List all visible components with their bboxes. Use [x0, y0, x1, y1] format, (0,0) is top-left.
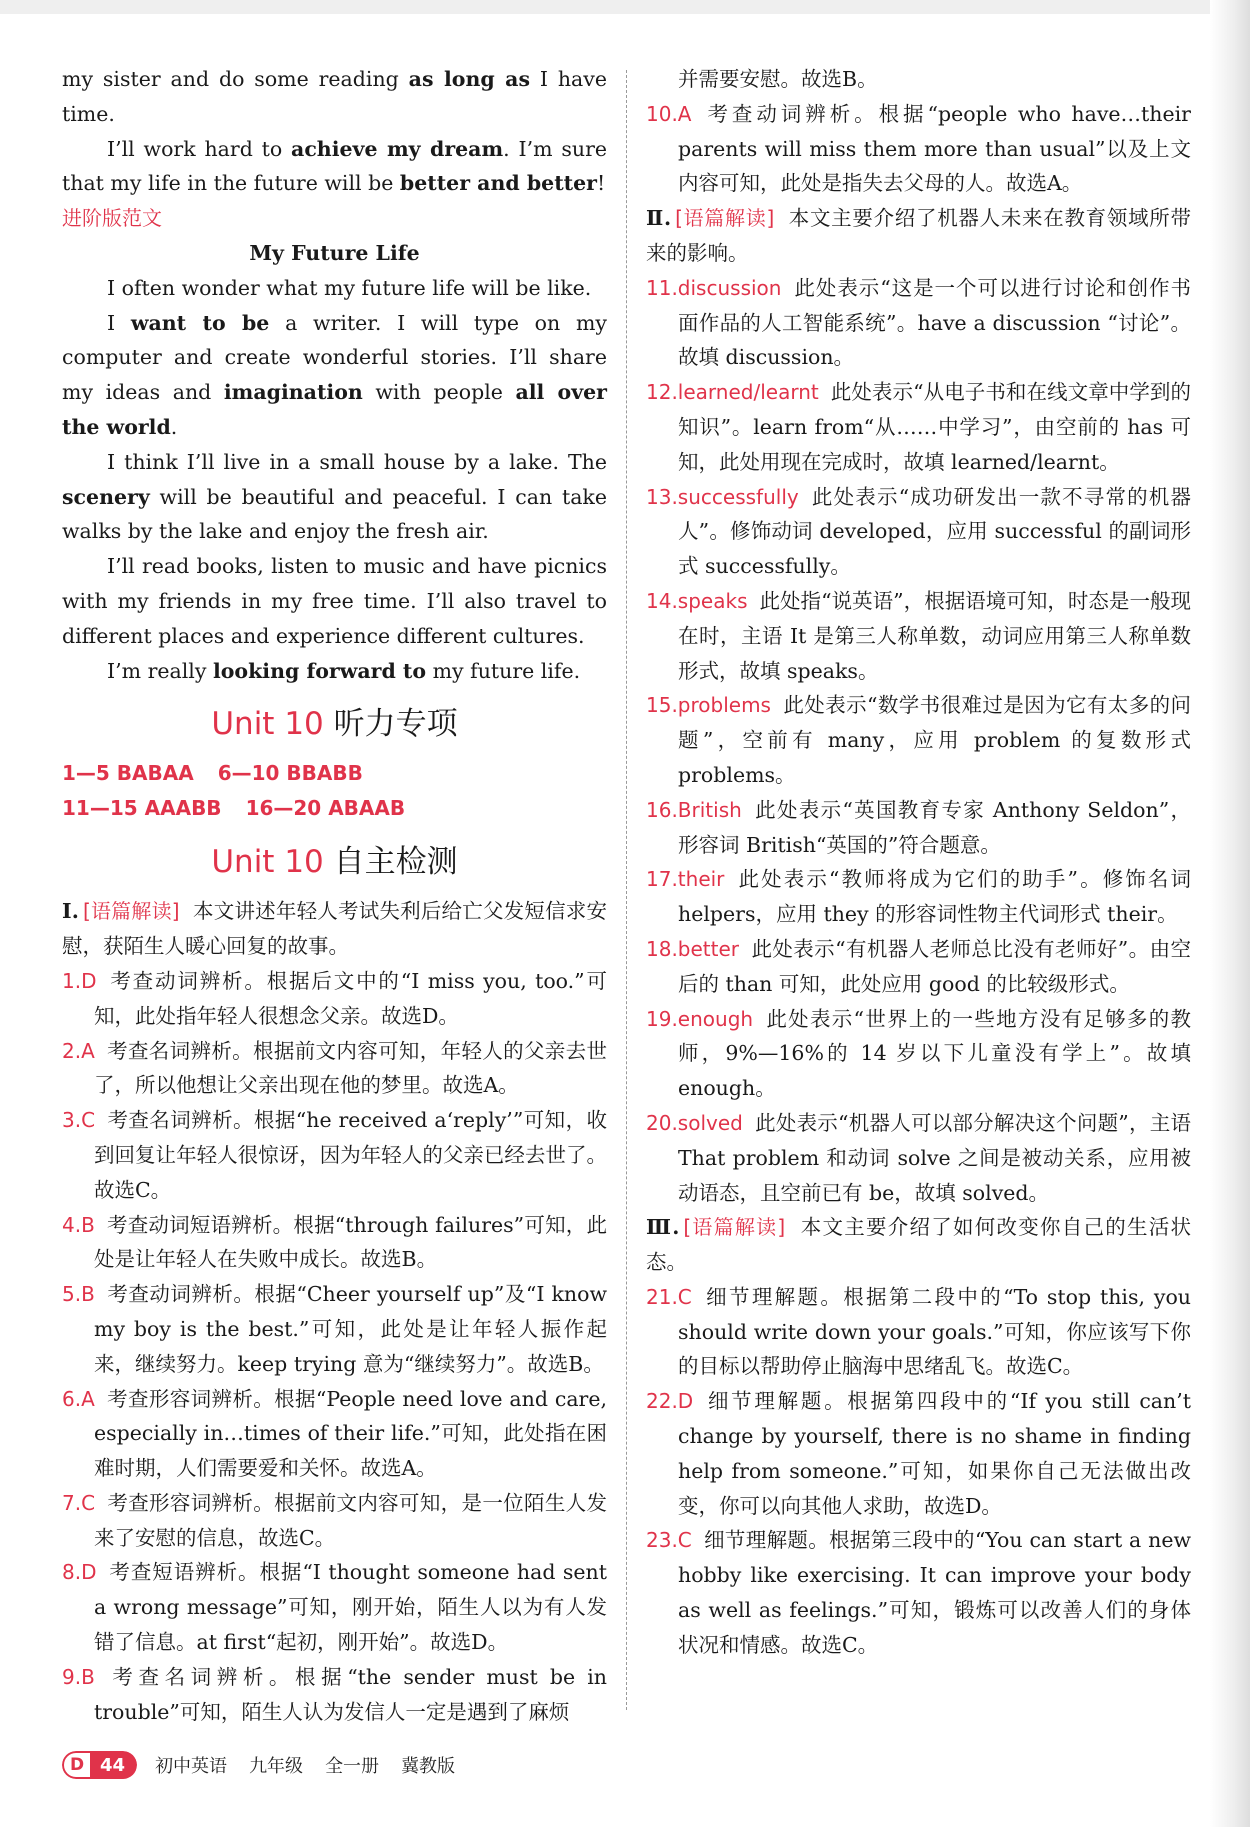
- footer-edition: 冀教版: [401, 1756, 456, 1777]
- page-top-edge: [0, 0, 1250, 14]
- answer-item: 14.speaks 此处指“说英语”，根据语境可知，时态是一般现在时，主语 It 是第三人称单数，动词应用第三人称单数形式，故填 speaks。: [646, 588, 1191, 683]
- section-intro: Ⅱ. [语篇解读] 本文主要介绍了机器人未来在教育领域所带来的影响。: [646, 206, 1191, 265]
- essay-paragraph: I think I’ll live in a small house by a lake. The scenery will be beautiful and peaceful. I can take walks by the lake and enjoy the fresh air.: [62, 449, 607, 544]
- answer-item: 13.successfully 此处表示“成功研发出一款不寻常的机器人”。修饰动词 developed，应用 successful 的副词形式 successfully。: [646, 484, 1191, 579]
- answer-item: 21.C 细节理解题。根据第二段中的“To stop this, you should write down your goals.”可知，你应该写下你的目标以帮助停止脑海中思绪乱飞。故选C。: [646, 1284, 1191, 1379]
- selftest-heading: Unit 10 自主检测: [211, 844, 458, 881]
- column-divider: [626, 70, 627, 1710]
- answer-row: 1—5 BABAA 6—10 BBABB: [62, 761, 363, 786]
- footer-volume: 全一册: [325, 1756, 380, 1777]
- listening-answers: [62, 756, 607, 826]
- answer-item: 11.discussion 此处表示“这是一个可以进行讨论和创作书面作品的人工智能系统”。have a discussion “讨论”。故填 discussion。: [646, 275, 1191, 370]
- listening-heading: Unit 10 听力专项: [211, 706, 458, 743]
- page-right-edge: [1210, 0, 1250, 1827]
- section-intro: Ⅰ. [语篇解读] 本文讲述年轻人考试失利后给亡父发短信求安慰，获陌生人暖心回复的故事。: [62, 899, 607, 959]
- answer-item: 5.B 考查动词辨析。根据“Cheer yourself up”及“I know my boy is the best.”可知，此处是让年轻人振作起来，继续努力。keep trying 意为“继续努力”。故选B。: [62, 1282, 607, 1376]
- answer-item: 1.D 考查动词辨析。根据后文中的“I miss you, too.”可知，此处指年轻人很想念父亲。故选D。: [62, 968, 607, 1028]
- page-badge: [62, 1751, 137, 1779]
- footer-grade: 九年级: [249, 1756, 304, 1777]
- answer-item: 4.B 考查动词短语辨析。根据“through failures”可知，此处是让年轻人在失败中成长。故选B。: [62, 1212, 607, 1272]
- badge-letter: D: [62, 1751, 92, 1779]
- essay-paragraph: I’ll read books, listen to music and have picnics with my friends in my free time. I’ll also travel to different places and experience different cultures.: [62, 554, 607, 648]
- answer-item: 2.A 考查名词辨析。根据前文内容可知，年轻人的父亲去世了，所以他想让父亲出现在他的梦里。故选A。: [62, 1038, 607, 1098]
- answer-item: 16.British 此处表示“英国教育专家 Anthony Seldon”，形容词 British“英国的”符合题意。: [646, 797, 1191, 857]
- answer-item: 22.D 细节理解题。根据第四段中的“If you still can’t change by yourself, there is no shame in finding help from someone.”可知，如果你自己无法做出改变，你可以向其他人求助，故选D。: [646, 1389, 1191, 1518]
- continued-text: 并需要安慰。故选B。: [678, 67, 878, 91]
- answer-item: 17.their 此处表示“教师将成为它们的助手”。修饰名词 helpers，应用 they 的形容词性物主代词形式 their。: [646, 867, 1191, 927]
- answer-item: 20.solved 此处表示“机器人可以部分解决这个问题”，主语 That problem 和动词 solve 之间是被动关系，应用被动语态，且空前已有 be，故填 solved。: [646, 1110, 1191, 1205]
- answer-item: 23.C 细节理解题。根据第三段中的“You can start a new hobby like exercising. It can improve your body as well as feelings.”可知，锻炼可以改善人们的身体状况和情感。故选C。: [646, 1528, 1191, 1657]
- left-column: [62, 62, 607, 1729]
- answer-item: 9.B 考查名词辨析。根据“the sender must be in trouble”可知，陌生人认为发信人一定是遇到了麻烦: [62, 1664, 607, 1724]
- answer-item: 15.problems 此处表示“数学书很难过是因为它有太多的问题”，空前有 many，应用 problem 的复数形式 problems。: [646, 693, 1191, 787]
- essay-paragraph: I want to be a writer. I will type on my computer and create wonderful stories. I’ll share my ideas and imagination with people all over the world.: [62, 310, 607, 439]
- page-footer: [62, 1748, 477, 1782]
- answer-item: 7.C 考查形容词辨析。根据前文内容可知，是一位陌生人发来了安慰的信息，故选C。: [62, 1490, 607, 1550]
- answer-row: 11—15 AAABB 16—20 ABAAB: [62, 796, 406, 821]
- essay-paragraph: I often wonder what my future life will be like.: [107, 275, 592, 300]
- section-intro: Ⅲ. [语篇解读] 本文主要介绍了如何改变你自己的生活状态。: [646, 1215, 1192, 1275]
- page-number: 44: [92, 1751, 137, 1779]
- answer-item: 12.learned/learnt 此处表示“从电子书和在线文章中学到的知识”。learn from“从……中学习”，由空前的 has 可知，此处用现在完成时，故填 learned/learnt。: [646, 380, 1191, 474]
- right-column: [646, 62, 1191, 1663]
- footer-subject: 初中英语: [155, 1756, 228, 1777]
- essay-paragraph: I’m really looking forward to my future life.: [107, 658, 581, 683]
- answer-item: 3.C 考查名词辨析。根据“he received a‘reply’”可知，收到回复让年轻人很惊讶，因为年轻人的父亲已经去世了。故选C。: [62, 1108, 607, 1202]
- essay1-line: my sister and do some reading as long as I have time.: [62, 67, 607, 126]
- essay1-last-paragraph: I’ll work hard to achieve my dream. I’m sure that my life in the future will be better and better!: [62, 136, 607, 196]
- advanced-sample-label: 进阶版范文: [62, 206, 162, 231]
- answer-item: 6.A 考查形容词辨析。根据“People need love and care, especially in…times of their life.”可知，此处指在困难时期，人们需要爱和关怀。故选A。: [62, 1386, 607, 1481]
- answer-item: 19.enough 此处表示“世界上的一些地方没有足够多的教师，9%—16%的 14 岁以下儿童没有学上”。故填 enough。: [646, 1006, 1191, 1101]
- answer-item: 8.D 考查短语辨析。根据“I thought someone had sent a wrong message”可知，刚开始，陌生人以为有人发错了信息。at first“起初，刚开始”。故选D。: [62, 1560, 607, 1655]
- answer-item: 18.better 此处表示“有机器人老师总比没有老师好”。由空后的 than 可知，此处应用 good 的比较级形式。: [646, 936, 1191, 996]
- essay-title: My Future Life: [249, 240, 420, 265]
- answer-item: 10.A 考查动词辨析。根据“people who have…their parents will miss them more than usual”以及上文内容可知，此处是指失去父母的人。故选A。: [646, 101, 1191, 196]
